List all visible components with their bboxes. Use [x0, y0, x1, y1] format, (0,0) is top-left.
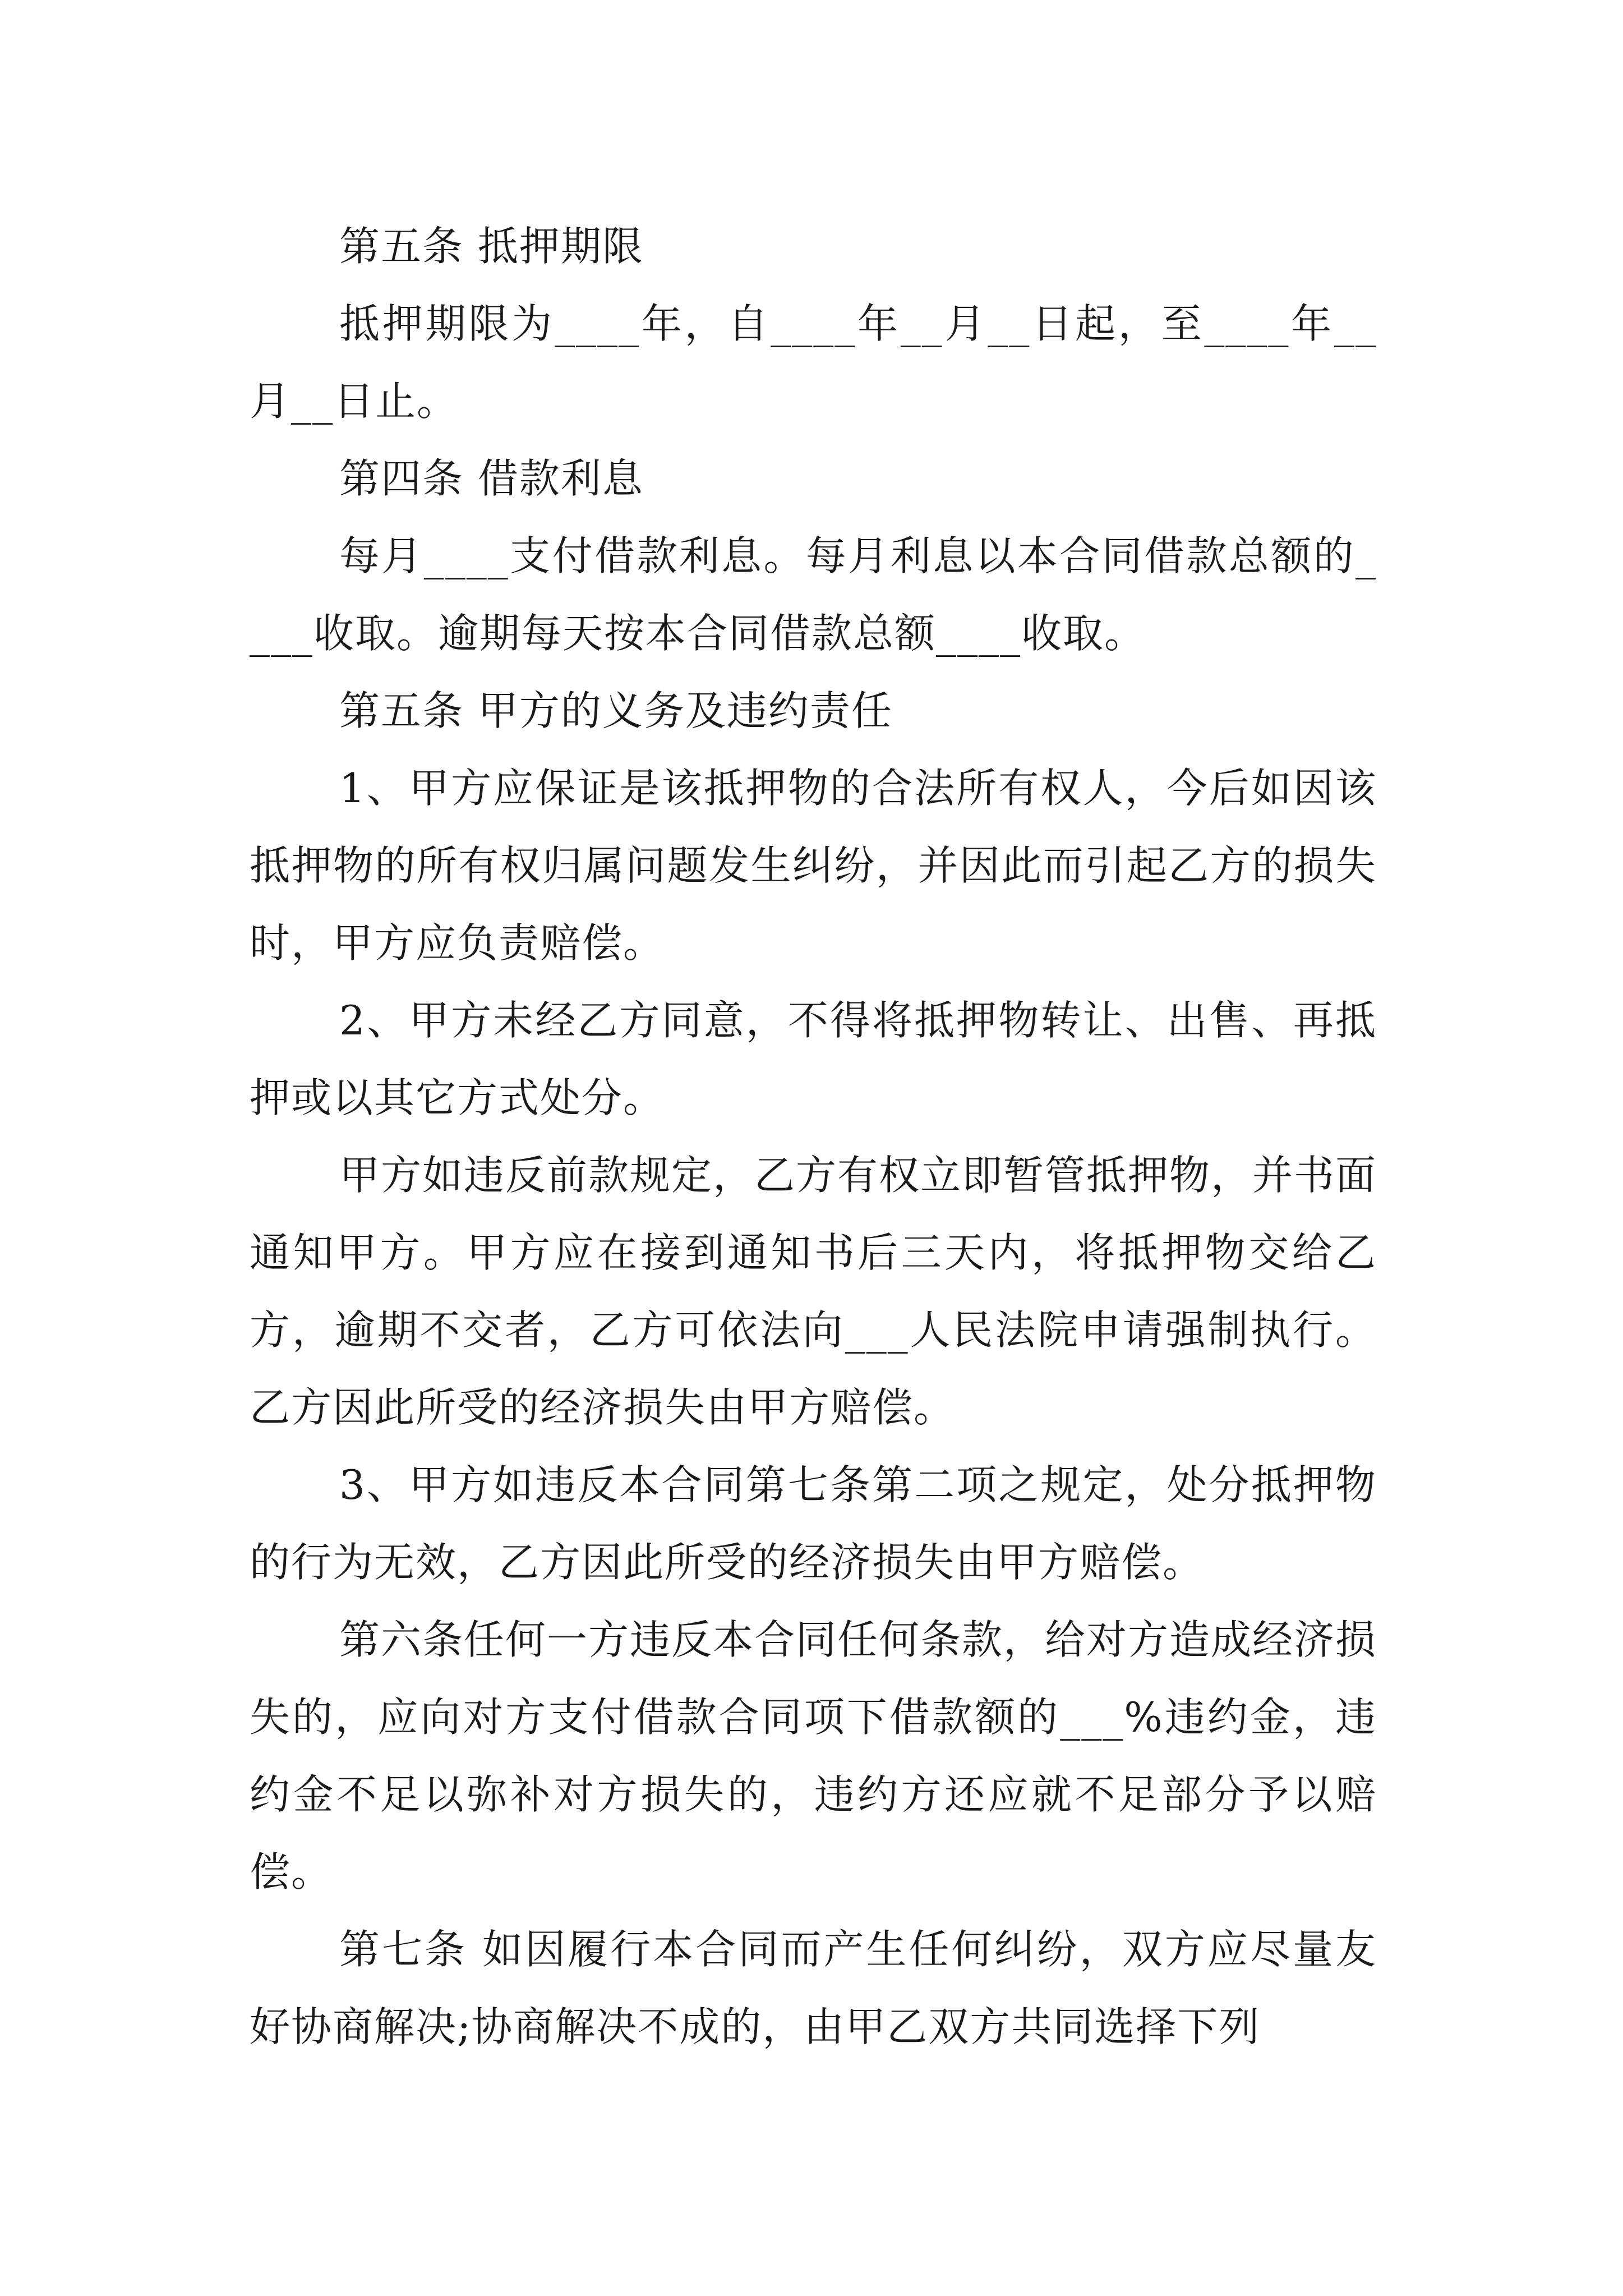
heading-article-4-loan-interest: 第四条 借款利息: [339, 455, 644, 502]
paragraph-article-7-disputes: 第七条 如因履行本合同而产生任何纠纷，双方应尽量友好协商解决;协商解决不成的，由甲乙双方共同选择下列: [250, 1926, 1377, 2050]
paragraph-obligation-2: 2、甲方未经乙方同意，不得将抵押物转让、出售、再抵押或以其它方式处分。: [250, 997, 1377, 1121]
heading-article-5-mortgage-term: 第五条 抵押期限: [339, 223, 644, 270]
paragraph-article-6-penalty: 第六条任何一方违反本合同任何条款，给对方造成经济损失的，应向对方支付借款合同项下借款额的___%违约金，违约金不足以弥补对方损失的，违约方还应就不足部分予以赔偿。: [250, 1616, 1377, 1895]
paragraph-loan-interest: 每月____支付借款利息。每月利息以本合同借款总额的____收取。逾期每天按本合同借款总额____收取。: [250, 532, 1377, 657]
heading-article-5-party-a-obligations: 第五条 甲方的义务及违约责任: [339, 687, 893, 734]
paragraph-mortgage-term: 抵押期限为____年，自____年__月__日起，至____年__月__日止。: [250, 300, 1377, 425]
paragraph-breach-remedy: 甲方如违反前款规定，乙方有权立即暂管抵押物，并书面通知甲方。甲方应在接到通知书后三天内，将抵押物交给乙方，逾期不交者，乙方可依法向___人民法院申请强制执行。乙方因此所受的经济损失由甲方赔偿。: [250, 1152, 1377, 1431]
document-body: [250, 208, 1377, 2065]
paragraph-obligation-3: 3、甲方如违反本合同第七条第二项之规定，处分抵押物的行为无效，乙方因此所受的经济损失由甲方赔偿。: [250, 1461, 1377, 1586]
paragraph-obligation-1: 1、甲方应保证是该抵押物的合法所有权人，今后如因该抵押物的所有权归属问题发生纠纷，并因此而引起乙方的损失时，甲方应负责赔偿。: [250, 765, 1377, 967]
